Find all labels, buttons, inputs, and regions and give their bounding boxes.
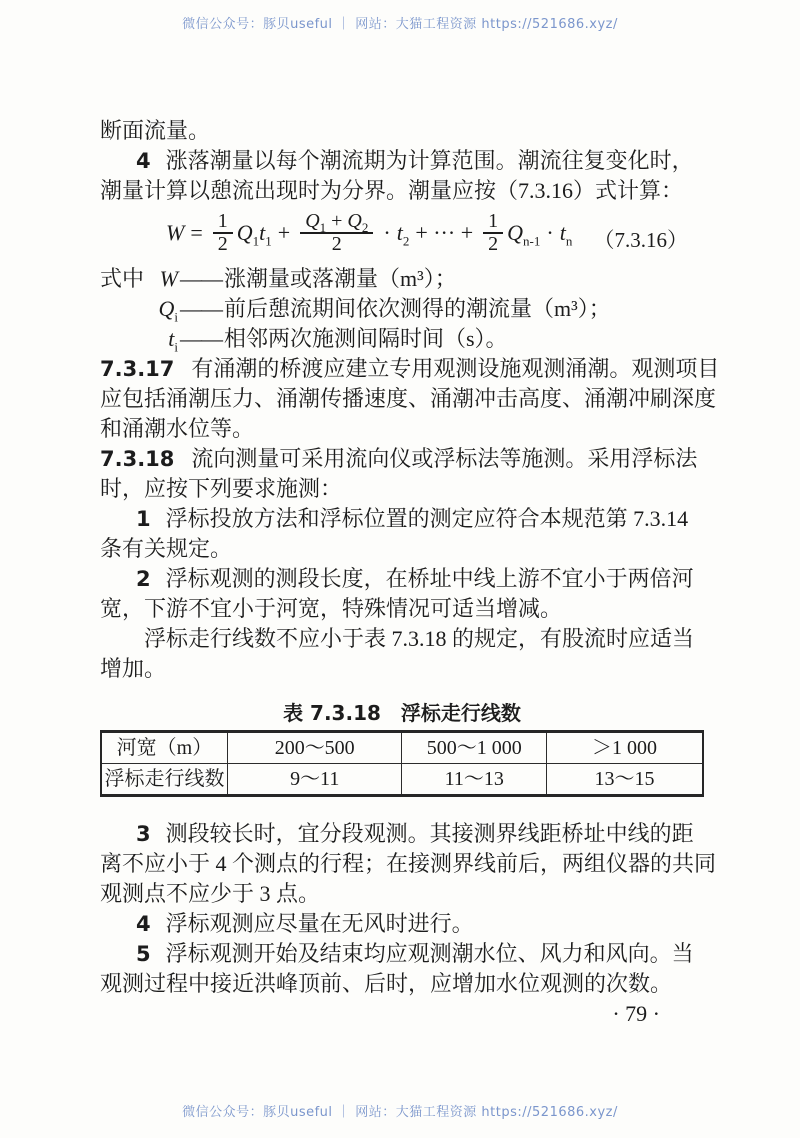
where-label [100,294,146,324]
item-4-line-2: 潮量计算以憩流出现时为分界。潮量应按（7.3.16）式计算： [100,178,684,203]
formula-subscript: 2 [402,233,410,249]
item-number: 5 [136,942,151,966]
formula-var: Q [305,210,320,232]
where-desc: 涨潮量或落潮量（m³）； [224,266,457,291]
formula-operator: + [331,210,343,232]
item-5-line-2: 观测过程中接近洪峰顶前、后时，应增加水位观测的次数。 [100,971,673,996]
formula-var: Q [158,296,175,321]
page-content [100,116,720,1029]
section-text: 流向测量可采用流向仪或浮标法等施测。采用浮标法 [191,446,698,471]
section-number: 7.3.18 [100,447,175,471]
item-number: 4 [136,912,151,936]
where-row-q [100,294,704,324]
formula-var: t [559,220,566,246]
item-2-line-2: 宽，下游不宜小于河宽，特殊情况可适当增减。 [100,596,563,621]
table-cell: 9～11 [227,764,402,796]
formula-var: Q [236,220,253,246]
table-cell: 13～15 [546,764,703,796]
item-3-line-1 [100,819,704,849]
where-var [146,324,178,354]
table-cell: ＞1 000 [546,732,703,764]
formula-var: Q [507,220,524,246]
item-number: 2 [136,567,151,591]
item-number: 1 [136,507,151,531]
formula-subscript: 1 [265,233,272,249]
formula-subscript: 2 [361,220,369,235]
section-7-3-18-line-1 [100,444,704,474]
table-cell: 200～500 [227,732,402,764]
item-text: 涨落潮量以每个潮流期为计算范围。潮流往复变化时， [165,148,694,173]
formula-subscript: 1 [252,233,260,249]
formula-subscript: n-1 [523,233,541,249]
fraction [483,211,503,255]
formula-subscript: n [565,233,573,249]
where-label: 式中 [100,266,145,291]
item-text: 浮标观测的测段长度，在桥址中线上游不宜小于两倍河 [165,566,694,591]
fraction-numerator [300,211,373,234]
section-text: 有涌潮的桥渡应建立专用观测设施观测涌潮。观测项目 [191,356,720,381]
where-dash: —— [180,296,222,321]
where-dash: —— [180,266,222,291]
table-cell: 河宽（m） [101,732,227,764]
item-2-line-1 [100,564,704,594]
formula-var: t [259,220,266,246]
item-text: 测段较长时，宜分段观测。其接测界线距桥址中线的距 [165,821,694,846]
section-number: 7.3.17 [100,357,175,381]
fraction-denominator: 2 [488,233,499,255]
equation-7-3-16 [100,206,704,264]
float-line-count-table [100,730,704,797]
fraction-denominator: 2 [217,233,228,255]
intro-line: 断面流量。 [100,118,211,143]
continuation-line-1: 浮标走行线数不应小于表 7.3.18 的规定，有股流时应适当 [144,626,695,651]
item-3-line-2: 离不应小于 4 个测点的行程；在接测界线前后，两组仪器的共同 [100,851,717,876]
where-var [146,294,178,324]
watermark-bottom: 微信公众号：豚贝useful ｜ 网站：大猫工程资源 https://521686.xyz/ [182,1105,618,1120]
formula-var: t [396,220,403,246]
fraction [213,211,233,255]
formula-var: W [159,266,178,291]
watermark-top: 微信公众号：豚贝useful ｜ 网站：大猫工程资源 https://521686.xyz/ [182,17,618,32]
item-number: 3 [136,822,151,846]
where-desc: 相邻两次施测间隔时间（s）。 [224,326,508,351]
fraction-denominator: 2 [331,233,342,255]
where-row-t [100,324,704,354]
table-cell: 浮标走行线数 [101,764,227,796]
section-7-3-17-line-2: 应包括涌潮压力、涌潮传播速度、涌潮冲击高度、涌潮冲刷深度 [100,386,717,411]
formula-operator: · [546,220,554,246]
formula-var: Q [347,210,362,232]
formula-operator: + [277,220,291,246]
where-var [146,264,178,294]
item-5-line-1 [100,939,704,969]
fraction-numerator: 1 [483,211,503,234]
page-number: · 79 · [612,1001,660,1026]
formula-var: t [168,326,175,351]
where-row-w [100,264,704,294]
item-3-line-3: 观测点不应少于 3 点。 [100,881,321,906]
equation-number: （7.3.16） [593,228,688,252]
table-cell: 500～1 000 [402,732,546,764]
item-4b-line-1 [100,909,704,939]
section-7-3-17-line-1 [100,354,720,384]
where-desc: 前后憩流期间依次测得的潮流量（m³）； [224,296,611,321]
formula-subscript: 1 [319,220,327,235]
item-text: 浮标观测应尽量在无风时进行。 [165,911,474,936]
formula-operator: + ··· + [415,220,474,246]
where-label [100,324,146,354]
table-row [101,732,703,764]
section-7-3-17-line-3: 和涌潮水位等。 [100,416,255,441]
where-dash: —— [180,326,222,351]
formula-subscript: i [174,309,178,325]
section-7-3-18-line-2: 时，应按下列要求施测： [100,476,343,501]
item-text: 浮标投放方法和浮标位置的测定应符合本规范第 7.3.14 [165,506,689,531]
item-4-line-1 [100,146,704,176]
fraction [300,211,373,255]
item-1-line-1 [100,504,704,534]
table-row [101,764,703,796]
table-cell: 11～13 [402,764,546,796]
item-text: 浮标观测开始及结束均应观测潮水位、风力和风向。当 [165,941,694,966]
fraction-numerator: 1 [213,211,233,234]
item-number: 4 [136,149,151,173]
formula-operator: = [190,220,203,246]
table-title: 表 7.3.18 浮标走行线数 [283,701,521,725]
formula-subscript: i [174,339,178,355]
formula-var: W [166,220,185,246]
continuation-line-2: 增加。 [100,656,167,681]
formula-operator: · [383,220,391,246]
item-1-line-2: 条有关规定。 [100,536,233,561]
